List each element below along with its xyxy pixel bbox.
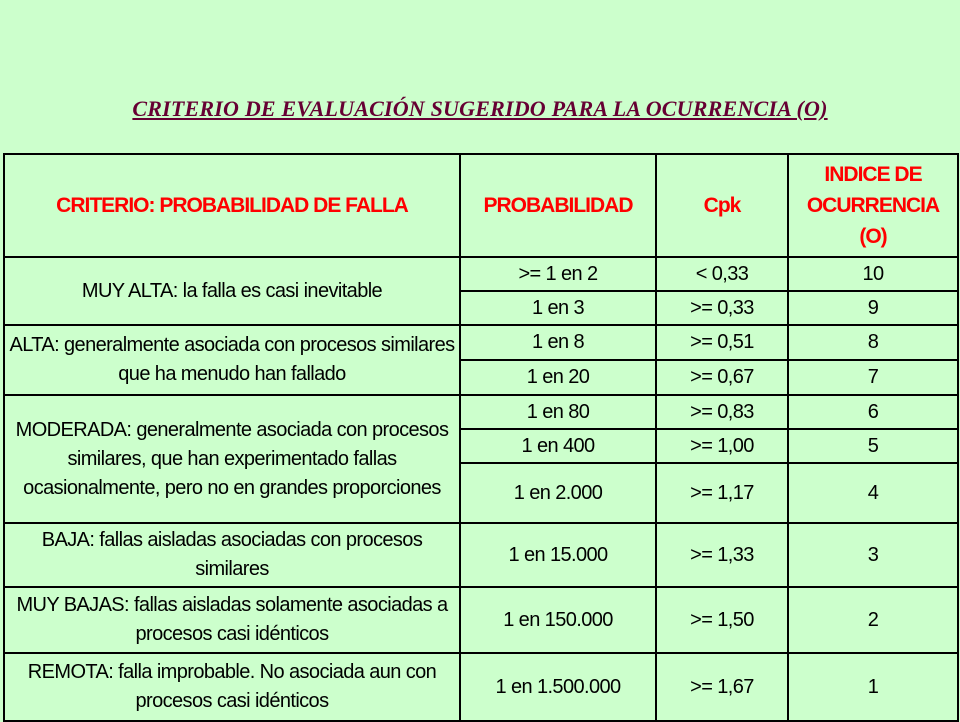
criterio-cell-alta: ALTA: generalmente asociada con procesos similares que ha menudo han fallado <box>4 325 460 395</box>
criterio-cell-remota: REMOTA: falla improbable. No asociada aun con procesos casi idénticos <box>4 653 460 721</box>
header-cpk: Cpk <box>656 154 788 257</box>
table-row <box>4 257 958 291</box>
cpk-cell: >= 1,67 <box>656 653 788 721</box>
cpk-cell: >= 1,50 <box>656 587 788 653</box>
header-indice-line1: INDICE DE <box>824 163 922 186</box>
cpk-cell: >= 0,51 <box>656 325 788 360</box>
criterio-cell-baja: BAJA: fallas aisladas asociadas con procesos similares <box>4 523 460 587</box>
criterio-cell-muy-alta: MUY ALTA: la falla es casi inevitable <box>4 257 460 325</box>
probabilidad-cell: 1 en 400 <box>460 429 656 463</box>
cpk-cell: >= 0,67 <box>656 360 788 395</box>
indice-cell: 3 <box>788 523 958 587</box>
probabilidad-cell: 1 en 20 <box>460 360 656 395</box>
indice-cell: 7 <box>788 360 958 395</box>
cpk-cell: < 0,33 <box>656 257 788 291</box>
probabilidad-cell: 1 en 15.000 <box>460 523 656 587</box>
table-row <box>4 325 958 360</box>
criterio-cell-moderada: MODERADA: generalmente asociada con procesos similares, que han experimentado fallas ocasionalmente, pero no en grandes proporciones <box>4 395 460 523</box>
probabilidad-cell: 1 en 3 <box>460 291 656 325</box>
cpk-cell: >= 0,83 <box>656 395 788 429</box>
header-probabilidad: PROBABILIDAD <box>460 154 656 257</box>
indice-cell: 9 <box>788 291 958 325</box>
indice-cell: 8 <box>788 325 958 360</box>
header-row <box>4 154 958 257</box>
probabilidad-cell: 1 en 80 <box>460 395 656 429</box>
indice-cell: 10 <box>788 257 958 291</box>
probabilidad-cell: 1 en 2.000 <box>460 463 656 523</box>
header-indice-line2: OCURRENCIA <box>806 194 940 217</box>
table-row <box>4 523 958 587</box>
occurrence-criteria-table <box>3 153 959 722</box>
page-title: CRITERIO DE EVALUACIÓN SUGERIDO PARA LA OCURRENCIA (O) <box>132 96 828 121</box>
header-indice-line3: (O) <box>859 225 887 248</box>
header-criterio: CRITERIO: PROBABILIDAD DE FALLA <box>4 154 460 257</box>
probabilidad-cell: 1 en 150.000 <box>460 587 656 653</box>
indice-cell: 5 <box>788 429 958 463</box>
indice-cell: 2 <box>788 587 958 653</box>
header-indice <box>788 154 958 257</box>
probabilidad-cell: 1 en 8 <box>460 325 656 360</box>
table-row <box>4 653 958 721</box>
cpk-cell: >= 1,00 <box>656 429 788 463</box>
cpk-cell: >= 1,33 <box>656 523 788 587</box>
cpk-cell: >= 0,33 <box>656 291 788 325</box>
probabilidad-cell: >= 1 en 2 <box>460 257 656 291</box>
indice-cell: 1 <box>788 653 958 721</box>
probabilidad-cell: 1 en 1.500.000 <box>460 653 656 721</box>
indice-cell: 6 <box>788 395 958 429</box>
indice-cell: 4 <box>788 463 958 523</box>
criterio-cell-muy-bajas: MUY BAJAS: fallas aisladas solamente asociadas a procesos casi idénticos <box>4 587 460 653</box>
table-row <box>4 587 958 653</box>
cpk-cell: >= 1,17 <box>656 463 788 523</box>
table-row <box>4 395 958 429</box>
